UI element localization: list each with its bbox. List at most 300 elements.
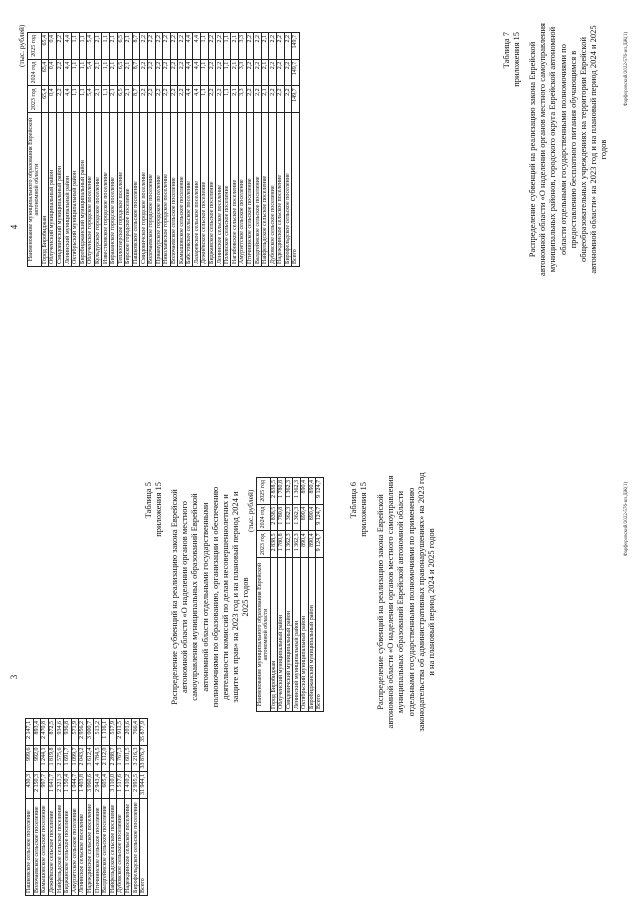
value-cell: 2,2 bbox=[170, 86, 178, 113]
row-name-cell: Кульдурское городское поселение bbox=[94, 113, 102, 267]
value-cell: 2 838,5 bbox=[270, 478, 278, 505]
value-cell: 890,4 bbox=[300, 478, 308, 505]
value-cell: 893,4 bbox=[33, 719, 41, 746]
value-cell: 1 150,4 bbox=[63, 772, 71, 799]
value-cell: 1 044,7 bbox=[71, 772, 79, 799]
row-name-cell: Амурзетское сельское поселение bbox=[71, 798, 79, 895]
value-cell: 9 124,7 bbox=[316, 478, 324, 505]
value-cell: 1,1 bbox=[102, 59, 110, 86]
value-cell: 1,1 bbox=[102, 86, 110, 113]
value-cell: 1,1 bbox=[223, 86, 231, 113]
value-cell: 2,1 bbox=[125, 59, 133, 86]
value-cell: 2 956,2 bbox=[79, 719, 87, 746]
value-cell: 2 943,4 bbox=[94, 772, 102, 799]
value-cell: 2 147,1 bbox=[26, 719, 34, 746]
value-cell: 1 691,7 bbox=[63, 745, 71, 772]
table-row bbox=[101, 719, 109, 896]
value-cell: 3 110,0 bbox=[109, 772, 117, 799]
row-name-cell: Надеждинское сельское поселение bbox=[277, 113, 285, 267]
table-row bbox=[208, 33, 216, 267]
value-cell: 1 362,3 bbox=[293, 531, 301, 558]
table-row bbox=[261, 33, 269, 267]
table-row bbox=[147, 33, 155, 267]
table-row bbox=[124, 719, 132, 896]
value-cell: 2,1 bbox=[231, 59, 239, 86]
value-cell: 2,2 bbox=[170, 59, 178, 86]
value-cell: 2,1 bbox=[94, 33, 102, 60]
value-cell: 2 995,5 bbox=[132, 772, 140, 799]
value-cell: 65,4 bbox=[41, 86, 49, 113]
value-cell: 2 288,7 bbox=[109, 745, 117, 772]
value-cell: 2,2 bbox=[147, 59, 155, 86]
value-cell: 2,2 bbox=[163, 59, 171, 86]
table-row bbox=[316, 478, 324, 712]
value-cell: 3 000,7 bbox=[86, 719, 94, 746]
row-name-cell: Облученское городское поселение bbox=[87, 113, 95, 267]
row-name-cell: Биджанское сельское поселение bbox=[208, 113, 216, 267]
row-name-cell: Бираканское городское поселение bbox=[109, 113, 117, 267]
row-name-cell: Птичнинское сельское поселение bbox=[246, 113, 254, 267]
value-cell: 2,2 bbox=[155, 86, 163, 113]
row-name-cell: Птичнинское сельское поселение bbox=[94, 798, 102, 895]
value-cell: 1,1 bbox=[79, 33, 87, 60]
page-4 bbox=[3, 2, 633, 452]
value-cell: 2,1 bbox=[231, 33, 239, 60]
value-cell: 2,2 bbox=[56, 59, 64, 86]
table-row bbox=[86, 719, 94, 896]
table-row bbox=[163, 33, 171, 267]
row-name-cell: Бирское городское поселение bbox=[125, 113, 133, 267]
page-number: 3 bbox=[9, 674, 19, 680]
table7-label: Таблица 7 bbox=[501, 32, 511, 69]
value-cell: 2,2 bbox=[208, 59, 216, 86]
value-cell: 0,4 bbox=[49, 86, 57, 113]
row-name-cell: Найфельдское сельское поселение bbox=[261, 113, 269, 267]
value-cell: 517,9 bbox=[109, 719, 117, 746]
value-cell: 890,4 bbox=[308, 504, 316, 531]
value-cell: 1,1 bbox=[79, 59, 87, 86]
value-cell: 4,4 bbox=[185, 59, 193, 86]
row-name-cell: Полевское сельское поселение bbox=[223, 113, 231, 267]
table-row bbox=[270, 478, 278, 712]
table-row bbox=[117, 33, 125, 267]
value-cell: 934,6 bbox=[56, 719, 64, 746]
value-cell: 2,2 bbox=[140, 86, 148, 113]
row-name-cell: Ленинский муниципальный район bbox=[293, 558, 301, 712]
value-cell: 2 150,3 bbox=[33, 772, 41, 799]
row-name-cell: Ленинское сельское поселение bbox=[79, 798, 87, 895]
table5-units: (тыс. рублей) bbox=[246, 489, 255, 532]
value-cell: 1 362,3 bbox=[285, 504, 293, 531]
table-row bbox=[117, 719, 125, 896]
row-name-cell: Смидовичское городское поселение bbox=[140, 113, 148, 267]
value-cell: 1,1 bbox=[201, 86, 209, 113]
value-cell: 2,2 bbox=[246, 59, 254, 86]
table-row bbox=[278, 478, 286, 712]
table6-label: Таблица 6 bbox=[348, 482, 358, 519]
row-name-cell: Валдгеймское сельское поселение bbox=[101, 798, 109, 895]
table-row bbox=[239, 33, 247, 267]
value-cell: 1 362,3 bbox=[293, 504, 301, 531]
table-row bbox=[41, 33, 49, 267]
table-row bbox=[64, 33, 72, 267]
row-name-cell: Камышовское сельское поселение bbox=[178, 113, 186, 267]
value-cell: 9 124,7 bbox=[316, 531, 324, 558]
value-cell: 2,1 bbox=[109, 86, 117, 113]
value-cell: 2,2 bbox=[269, 59, 277, 86]
value-cell: 2,2 bbox=[284, 59, 292, 86]
value-cell: 1 410,2 bbox=[124, 772, 132, 799]
value-cell: 2,2 bbox=[277, 59, 285, 86]
table-row bbox=[109, 33, 117, 267]
table-row bbox=[48, 719, 56, 896]
row-name-cell: Всего bbox=[292, 113, 300, 267]
row-name-cell: Город Биробиджан bbox=[270, 558, 278, 712]
value-cell: 3,3 bbox=[239, 86, 247, 113]
value-cell: 3 060,6 bbox=[86, 772, 94, 799]
value-cell: 2,2 bbox=[56, 33, 64, 60]
value-cell: 2,2 bbox=[178, 86, 186, 113]
value-cell: 936,8 bbox=[63, 719, 71, 746]
table-row bbox=[216, 33, 224, 267]
table-row bbox=[41, 719, 49, 896]
table-row bbox=[33, 719, 41, 896]
value-cell: 4,4 bbox=[64, 33, 72, 60]
table-row bbox=[132, 33, 140, 267]
value-cell: 2,2 bbox=[216, 86, 224, 113]
value-cell: 5,4 bbox=[87, 59, 95, 86]
value-cell: 1,1 bbox=[201, 33, 209, 60]
value-cell: 2 043,2 bbox=[79, 745, 87, 772]
table6-appendix: приложения 15 bbox=[358, 482, 369, 537]
value-cell: 1,1 bbox=[79, 86, 87, 113]
table-row bbox=[292, 33, 300, 267]
row-name-cell: Приамурское городское поселение bbox=[155, 113, 163, 267]
value-cell: 6,5 bbox=[117, 59, 125, 86]
value-cell: 2,1 bbox=[94, 86, 102, 113]
table-row bbox=[132, 719, 140, 896]
table6-title: Распределение субвенций на реализацию закона Еврейской автономной области «О наделении органов местного самоуправления муниципальных образований Еврейской автономной области отдельными государственными полномочиями по применению законодательства об административных правонарушениях» на 2023 год и на плановый период 2024 и 2025 годов bbox=[375, 472, 436, 732]
value-cell: 2,2 bbox=[254, 86, 262, 113]
value-cell: 6,5 bbox=[117, 33, 125, 60]
table-row bbox=[170, 33, 178, 267]
value-cell: 890,4 bbox=[300, 531, 308, 558]
row-name-cell: Биробиджанский муниципальный район bbox=[308, 558, 316, 712]
value-cell: 2,1 bbox=[261, 59, 269, 86]
value-cell: 65,4 bbox=[41, 33, 49, 60]
table-row bbox=[63, 719, 71, 896]
value-cell: 1 780,8 bbox=[278, 504, 286, 531]
row-name-cell: Всего bbox=[139, 798, 147, 895]
value-cell: 890,4 bbox=[308, 531, 316, 558]
row-name-cell: Биробиджанский муниципальный район bbox=[79, 113, 87, 267]
table-row bbox=[193, 33, 201, 267]
footer-note: Фарфоровский/2022-576-ип.ДЖ(1) bbox=[624, 32, 629, 107]
value-cell: 2 470,8 bbox=[41, 719, 49, 746]
table-row bbox=[125, 33, 133, 267]
value-cell: 2,2 bbox=[254, 59, 262, 86]
row-name-cell: Валдгеймское сельское поселение bbox=[254, 113, 262, 267]
value-cell: 2,2 bbox=[284, 33, 292, 60]
value-cell: 2,2 bbox=[178, 33, 186, 60]
row-name-cell: Смидовичский муниципальный район bbox=[285, 558, 293, 712]
value-cell: 2,1 bbox=[261, 86, 269, 113]
table5-appendix: приложения 15 bbox=[153, 482, 164, 537]
value-cell: 1 819,8 bbox=[48, 745, 56, 772]
footer-note: Фарфоровский/2022-576-ип.ДЖ(1) bbox=[624, 482, 629, 557]
value-cell: 2,1 bbox=[261, 33, 269, 60]
row-name-cell: Дубовское сельское поселение bbox=[117, 798, 125, 895]
value-cell: 2,2 bbox=[277, 86, 285, 113]
value-cell: 5,4 bbox=[87, 86, 95, 113]
column-header: 2023 год bbox=[257, 531, 271, 558]
rotated-spread bbox=[3, 2, 633, 902]
value-cell: 2 911,5 bbox=[117, 719, 125, 746]
value-cell: 35 877,9 bbox=[139, 719, 147, 746]
value-cell: 2,2 bbox=[147, 86, 155, 113]
row-name-cell: Найфельдское сельское поселение bbox=[109, 798, 117, 895]
column-header: 2024 год bbox=[28, 59, 42, 86]
table-row bbox=[49, 33, 57, 267]
value-cell: 1,1 bbox=[223, 59, 231, 86]
table-row bbox=[185, 33, 193, 267]
value-cell: 4,4 bbox=[193, 59, 201, 86]
value-cell: 2,2 bbox=[155, 59, 163, 86]
value-cell: 2,2 bbox=[254, 33, 262, 60]
value-cell: 3,3 bbox=[239, 33, 247, 60]
value-cell: 2,2 bbox=[216, 59, 224, 86]
value-cell: 2,2 bbox=[246, 86, 254, 113]
table-row bbox=[308, 478, 316, 712]
row-name-cell: Октябрьский муниципальный район bbox=[300, 558, 308, 712]
value-cell: 2,2 bbox=[208, 33, 216, 60]
row-name-cell: Бабстовское сельское поселение bbox=[185, 113, 193, 267]
table-row bbox=[71, 33, 79, 267]
value-cell: 2,2 bbox=[147, 33, 155, 60]
value-cell: 1 517,6 bbox=[117, 772, 125, 799]
value-cell: 1 116,1 bbox=[101, 719, 109, 746]
table-row bbox=[254, 33, 262, 267]
value-cell: 2,2 bbox=[140, 59, 148, 86]
table-row bbox=[285, 478, 293, 712]
row-name-cell: Пашковское сельское поселение bbox=[132, 113, 140, 267]
value-cell: 0,4 bbox=[49, 33, 57, 60]
value-cell: 1,1 bbox=[102, 33, 110, 60]
value-cell: 1 362,3 bbox=[285, 531, 293, 558]
table-row bbox=[79, 33, 87, 267]
value-cell: 605,4 bbox=[101, 772, 109, 799]
row-name-cell: Пашковское сельское поселение bbox=[26, 798, 34, 895]
value-cell: 149,7 bbox=[292, 86, 300, 113]
row-name-cell: Надеждинское сельское поселение bbox=[124, 798, 132, 895]
column-header: 2023 год bbox=[28, 86, 42, 113]
table-row bbox=[231, 33, 239, 267]
value-cell: 997,7 bbox=[41, 772, 49, 799]
column-header: 2024 год bbox=[257, 504, 271, 531]
row-name-cell: Ленинское сельское поселение bbox=[216, 113, 224, 267]
value-cell: 4,4 bbox=[193, 33, 201, 60]
table-row bbox=[223, 33, 231, 267]
row-name-cell: Город Биробиджан bbox=[41, 113, 49, 267]
value-cell: 890,4 bbox=[300, 504, 308, 531]
table-row bbox=[56, 33, 64, 267]
value-cell: 2,1 bbox=[109, 33, 117, 60]
table-row bbox=[79, 719, 87, 896]
value-cell: 1,1 bbox=[201, 59, 209, 86]
value-cell: 2,2 bbox=[163, 33, 171, 60]
table-row bbox=[87, 33, 95, 267]
value-cell: 2 575,6 bbox=[56, 745, 64, 772]
value-cell: 872,5 bbox=[48, 719, 56, 746]
value-cell: 2,1 bbox=[94, 59, 102, 86]
table-row bbox=[109, 719, 117, 896]
value-cell: 1 780,8 bbox=[278, 478, 286, 505]
page-3 bbox=[3, 452, 633, 902]
column-header: Наименование муниципального образования Еврейской автономной области bbox=[28, 113, 42, 267]
value-cell: 1 601,5 bbox=[124, 745, 132, 772]
column-header: 2025 год bbox=[257, 478, 271, 505]
value-cell: 2,2 bbox=[269, 86, 277, 113]
table-row bbox=[155, 33, 163, 267]
row-name-cell: Камышовское сельское поселение bbox=[41, 798, 49, 895]
row-name-cell: Бирофельдское сельское поселение bbox=[284, 113, 292, 267]
value-cell: 31 944,1 bbox=[139, 772, 147, 799]
table-row bbox=[277, 33, 285, 267]
value-cell: 2,2 bbox=[277, 33, 285, 60]
page-number: 4 bbox=[9, 224, 19, 230]
row-name-cell: Дубовское сельское поселение bbox=[269, 113, 277, 267]
value-cell: 4,4 bbox=[185, 33, 193, 60]
table7-title: Распределение субвенций на реализацию закона Еврейской автономной области «О наделении органов местного самоуправления муниципальных районов, городского округа Еврейской автономной области отдельными государственными полномочиями по предоставлению бесплатного питания обучающимся в общеобразовательных учреждениях на территории Еврейской автономной области» на 2023 год и на плановый период 2024 и 2025 годов bbox=[527, 23, 609, 276]
row-name-cell: Дежнёвское сельское поселение bbox=[48, 798, 56, 895]
table-row bbox=[139, 719, 147, 896]
row-name-cell: Октябрьский муниципальный район bbox=[71, 113, 79, 267]
table5-label: Таблица 5 bbox=[143, 482, 153, 519]
row-name-cell: Теплоозерское городское поселение bbox=[117, 113, 125, 267]
row-name-cell: Найфельдское сельское поселение bbox=[56, 798, 64, 895]
table5-title: Распределение субвенций на реализацию закона Еврейской автономной области «О наделении органов местного самоуправления муниципальных образований Еврейской автономной области отдельными государственными полномочиями по образованию, организации и обеспечению деятельности комиссий по делам несовершеннолетних и защите их прав» на 2023 год и на плановый период 2024 и 2025 годов bbox=[169, 486, 251, 708]
value-cell: 149,7 bbox=[292, 33, 300, 60]
value-cell: 766,4 bbox=[132, 719, 140, 746]
value-cell: 2,1 bbox=[125, 33, 133, 60]
row-name-cell: Волочаевское сельское поселение bbox=[33, 798, 41, 895]
value-cell: 3,3 bbox=[239, 59, 247, 86]
value-cell: 4,4 bbox=[64, 86, 72, 113]
table-row bbox=[94, 33, 102, 267]
row-name-cell: Известковское городское поселение bbox=[102, 113, 110, 267]
table-row bbox=[178, 33, 186, 267]
value-cell: 2,2 bbox=[56, 86, 64, 113]
row-name-cell: Дежнёвское сельское поселение bbox=[201, 113, 209, 267]
value-cell: 1,1 bbox=[71, 86, 79, 113]
table6-units: (тыс. рублей) bbox=[17, 24, 26, 67]
value-cell: 1 780,8 bbox=[278, 531, 286, 558]
table7-appendix: приложения 15 bbox=[511, 32, 522, 87]
table-row bbox=[246, 33, 254, 267]
value-cell: 149,7 bbox=[292, 59, 300, 86]
value-cell: 992,0 bbox=[33, 745, 41, 772]
value-cell: 3 612,4 bbox=[86, 745, 94, 772]
table-row bbox=[284, 33, 292, 267]
row-name-cell: Ленинский муниципальный район bbox=[64, 113, 72, 267]
table-row bbox=[140, 33, 148, 267]
value-cell: 2,2 bbox=[155, 33, 163, 60]
row-name-cell: Надеждинское сельское поселение bbox=[86, 798, 94, 895]
value-cell: 2,1 bbox=[109, 59, 117, 86]
row-name-cell: Бирофельдское сельское поселение bbox=[132, 798, 140, 895]
value-cell: 4 784,5 bbox=[94, 745, 102, 772]
value-cell: 4,4 bbox=[64, 59, 72, 86]
value-cell: 2 321,3 bbox=[56, 772, 64, 799]
column-header: 2025 год bbox=[28, 33, 42, 60]
value-cell: 8,7 bbox=[132, 86, 140, 113]
value-cell: 1 641,7 bbox=[48, 772, 56, 799]
value-cell: 3 216,3 bbox=[132, 745, 140, 772]
value-cell: 1,1 bbox=[223, 33, 231, 60]
value-cell: 2 112,0 bbox=[101, 745, 109, 772]
row-name-cell: Лазаревское сельское поселение bbox=[193, 113, 201, 267]
row-name-cell: Облученский муниципальный район bbox=[49, 113, 57, 267]
value-cell: 2,1 bbox=[125, 86, 133, 113]
value-cell: 2,1 bbox=[231, 86, 239, 113]
value-cell: 2,2 bbox=[284, 86, 292, 113]
table-row bbox=[26, 719, 34, 896]
value-cell: 1 403,8 bbox=[79, 772, 87, 799]
table-row bbox=[293, 478, 301, 712]
table6 bbox=[27, 32, 300, 267]
row-name-cell: Биджанское сельское поселение bbox=[63, 798, 71, 895]
value-cell: 4,4 bbox=[193, 86, 201, 113]
value-cell: 2,2 bbox=[140, 33, 148, 60]
value-cell: 9 124,7 bbox=[316, 504, 324, 531]
value-cell: 5,4 bbox=[87, 33, 95, 60]
value-cell: 65,4 bbox=[41, 59, 49, 86]
value-cell: 2,2 bbox=[216, 33, 224, 60]
value-cell: 571,9 bbox=[71, 719, 79, 746]
row-name-cell: Облученский муниципальный район bbox=[278, 558, 286, 712]
row-name-cell: Амурзетское сельское поселение bbox=[239, 113, 247, 267]
value-cell: 1 767,3 bbox=[117, 745, 125, 772]
column-header: Наименование муниципального образования Еврейской автономной области bbox=[257, 558, 271, 712]
row-name-cell: Волочаевское городское поселение bbox=[147, 113, 155, 267]
value-cell: 1,1 bbox=[71, 59, 79, 86]
value-cell: 430,3 bbox=[26, 772, 34, 799]
table-top bbox=[25, 718, 148, 896]
value-cell: 1,1 bbox=[71, 33, 79, 60]
table5 bbox=[256, 477, 324, 712]
row-name-cell: Волочаевское сельское поселение bbox=[170, 113, 178, 267]
row-name-cell: Николаевское городское поселение bbox=[163, 113, 171, 267]
value-cell: 2,2 bbox=[208, 86, 216, 113]
value-cell: 890,4 bbox=[308, 478, 316, 505]
table-row bbox=[269, 33, 277, 267]
row-name-cell: Нагибовское сельское поселение bbox=[231, 113, 239, 267]
value-cell: 2,2 bbox=[269, 33, 277, 60]
value-cell: 2,2 bbox=[246, 33, 254, 60]
value-cell: 1 362,3 bbox=[285, 478, 293, 505]
table-row bbox=[94, 719, 102, 896]
row-name-cell: Всего bbox=[316, 558, 324, 712]
value-cell: 2,2 bbox=[178, 59, 186, 86]
value-cell: 2 838,5 bbox=[270, 504, 278, 531]
value-cell: 4,4 bbox=[185, 86, 193, 113]
table-row bbox=[300, 478, 308, 712]
value-cell: 201,6 bbox=[124, 719, 132, 746]
value-cell: 6,5 bbox=[117, 86, 125, 113]
value-cell: 1 362,3 bbox=[293, 478, 301, 505]
value-cell: 999,6 bbox=[26, 745, 34, 772]
value-cell: 2,2 bbox=[163, 86, 171, 113]
